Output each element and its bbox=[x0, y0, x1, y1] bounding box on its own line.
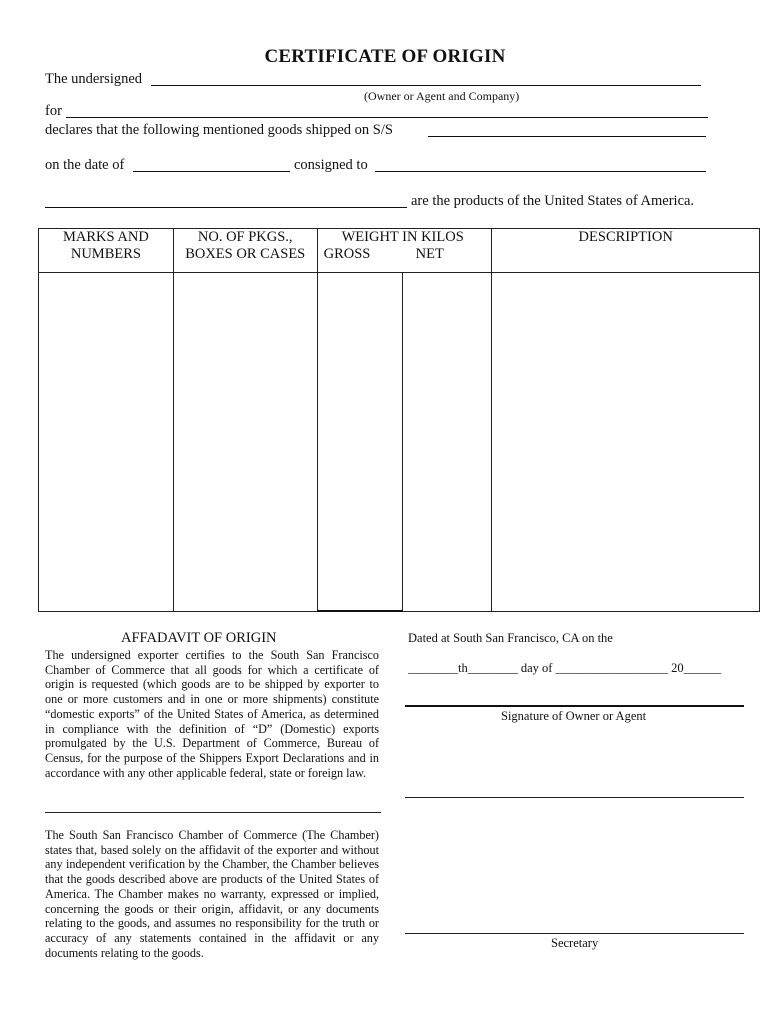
net-label: NET bbox=[415, 246, 444, 262]
document-title: CERTIFICATE OF ORIGIN bbox=[264, 46, 506, 67]
for-label: for bbox=[45, 103, 62, 119]
dated-label: Dated at South San Francisco, CA on the bbox=[408, 631, 613, 645]
undersigned-label: The undersigned bbox=[45, 71, 143, 87]
description-cell[interactable] bbox=[492, 273, 760, 612]
date-field[interactable] bbox=[133, 171, 290, 172]
affidavit-text: The undersigned exporter certifies to the South San Francisco Chamber of Commerce that all goods for which a certificate of origin is requested (which goods are to be shipped by exporter to one or more customers and in one or more shipments) constitute “domestic exports” of the United States of America, as determined in compliance with the definition of “D” (Domestic) exports promulgated by the U.S. Department of Commerce, Bureau of Census, for the purpose of the Shippers Export Declarations and in accordance with any other applicable federal, state or foreign law. bbox=[45, 648, 379, 780]
date-label: on the date of bbox=[45, 157, 125, 173]
consigned-label: consigned to bbox=[294, 157, 368, 173]
products-label: are the products of the United States of America. bbox=[411, 193, 695, 209]
undersigned-field[interactable] bbox=[151, 85, 701, 86]
affidavit-divider bbox=[45, 812, 381, 813]
marks-header: MARKS AND NUMBERS bbox=[39, 229, 174, 273]
secretary-label: Secretary bbox=[551, 936, 599, 950]
affidavit-title: AFFADAVIT OF ORIGIN bbox=[121, 630, 277, 646]
declares-label: declares that the following mentioned goods shipped on S/S bbox=[45, 122, 393, 138]
pkgs-cell[interactable] bbox=[173, 273, 317, 612]
chamber-statement: The South San Francisco Chamber of Commerce (The Chamber) states that, based solely on the affidavit of the exporter and without any independent verification by the Chamber, the Chamber believes that the goods described above are products of the United States of America. The Chamber makes no warranty, expressed or implied, concerning the goods or their origin, affidavit, or any documents relating to the goods, and assumes no responsibility for the truth or accuracy of any statements contained in the affidavit or any documents relating to the goods. bbox=[45, 828, 379, 960]
products-field[interactable] bbox=[45, 207, 407, 208]
for-field[interactable] bbox=[66, 117, 708, 118]
weight-label: WEIGHT IN KILOS bbox=[341, 229, 464, 245]
net-cell[interactable] bbox=[402, 273, 492, 612]
blank-signature-line[interactable] bbox=[405, 797, 744, 798]
description-header: DESCRIPTION bbox=[492, 229, 760, 273]
dated-line[interactable]: ________th________ day of __________________ 20______ bbox=[408, 661, 722, 675]
gross-cell[interactable] bbox=[317, 273, 402, 612]
consignee-field[interactable] bbox=[375, 171, 706, 172]
pkgs-header: NO. OF PKGS., BOXES OR CASES bbox=[173, 229, 317, 273]
secretary-signature-line[interactable] bbox=[405, 933, 744, 934]
owner-signature-label: Signature of Owner or Agent bbox=[501, 709, 647, 723]
marks-cell[interactable] bbox=[39, 273, 174, 612]
weight-header bbox=[317, 229, 492, 273]
gross-label: GROSS bbox=[323, 246, 371, 262]
owner-caption: (Owner or Agent and Company) bbox=[364, 89, 520, 103]
ship-name-field[interactable] bbox=[428, 136, 706, 137]
goods-table bbox=[38, 228, 760, 612]
owner-signature-line[interactable] bbox=[405, 705, 744, 707]
